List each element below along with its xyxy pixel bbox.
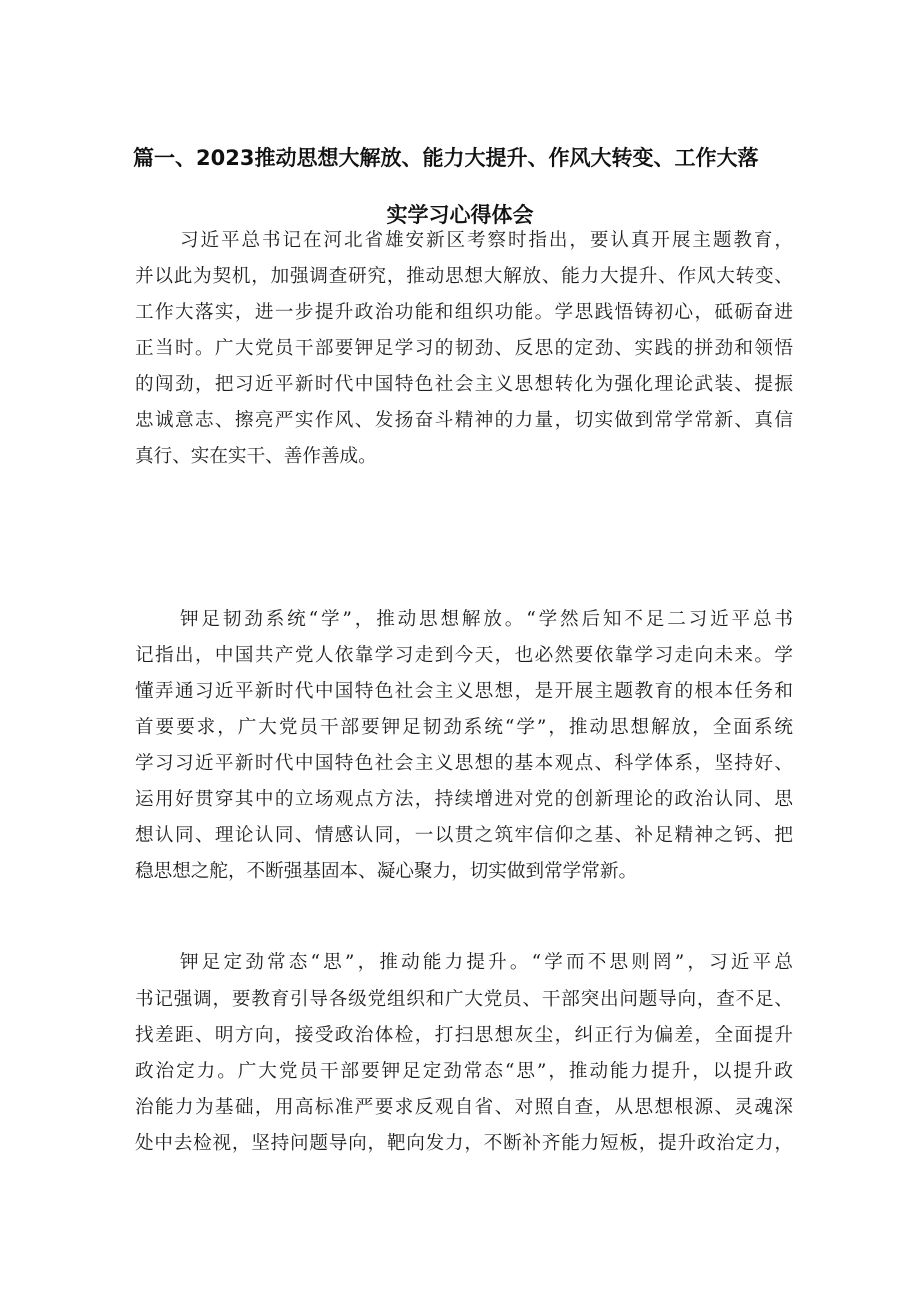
paragraph-line: 书记强调，要教育引导各级党组织和广大党员、干部突出问题导向，查不足、 bbox=[135, 989, 793, 1010]
paragraph-line: 治能力为基础，用高标准严要求反观自省、对照自查，从思想根源、灵魂深 bbox=[135, 1097, 793, 1118]
paragraph-line: 并以此为契机，加强调查研究，推动思想大解放、能力大提升、作风大转变、 bbox=[135, 266, 793, 287]
paragraph-line: 首要要求，广大党员干部要钾足韧劲系统“学”，推动思想解放，全面系统 bbox=[135, 717, 793, 738]
paragraph-line: 懂弄通习近平新时代中国特色社会主义思想，是开展主题教育的根本任务和 bbox=[135, 681, 793, 702]
paragraph-line: 习近平总书记在河北省雄安新区考察时指出，要认真开展主题教育， bbox=[180, 230, 793, 251]
paragraph-line: 忠诚意志、擦亮严实作风、发扬奋斗精神的力量，切实做到常学常新、真信 bbox=[135, 410, 793, 431]
paragraph-line: 工作大落实，进一步提升政治功能和组织功能。学思践悟铸初心，砥砺奋进 bbox=[135, 302, 793, 323]
document-title-line-2: 实学习心得体会 bbox=[386, 203, 534, 227]
paragraph-line: 真行、实在实干、善作善成。 bbox=[135, 446, 377, 467]
paragraph-line: 找差距、明方向，接受政治体检，打扫思想灰尘，纠正行为偏差，全面提升 bbox=[135, 1025, 793, 1046]
paragraph-line: 记指出，中国共产党人依靠学习走到今天，也必然要依靠学习走向未来。学 bbox=[135, 645, 793, 666]
document-title-line-1: 篇一、2023推动思想大解放、能力大提升、作风大转变、工作大落 bbox=[133, 146, 759, 170]
paragraph-line: 学习习近平新时代中国特色社会主义思想的基本观点、科学体系，坚持好、 bbox=[135, 753, 793, 774]
paragraph-line: 政治定力。广大党员干部要钾足定劲常态“思”，推动能力提升，以提升政 bbox=[135, 1061, 793, 1082]
paragraph-line: 处中去检视，坚持问题导向，靶向发力，不断补齐能力短板，提升政治定力， bbox=[135, 1133, 793, 1154]
paragraph-line: 稳思想之舵，不断强基固本、凝心聚力，切实做到常学常新。 bbox=[135, 861, 638, 882]
paragraph-line: 钾足韧劲系统“学”，推动思想解放。“学然后知不足二习近平总书 bbox=[180, 609, 793, 630]
paragraph-line: 正当时。广大党员干部要钾足学习的韧劲、反思的定劲、实践的拼劲和领悟 bbox=[135, 338, 793, 359]
paragraph-line: 想认同、理论认同、情感认同，一以贯之筑牢信仰之基、补足精神之钙、把 bbox=[135, 825, 793, 846]
paragraph-line: 的闯劲，把习近平新时代中国特色社会主义思想转化为强化理论武装、提振 bbox=[135, 374, 793, 395]
paragraph-line: 钾足定劲常态“思”，推动能力提升。“学而不思则罔”，习近平总 bbox=[180, 952, 793, 973]
paragraph-line: 运用好贯穿其中的立场观点方法，持续增进对党的创新理论的政治认同、思 bbox=[135, 789, 793, 810]
